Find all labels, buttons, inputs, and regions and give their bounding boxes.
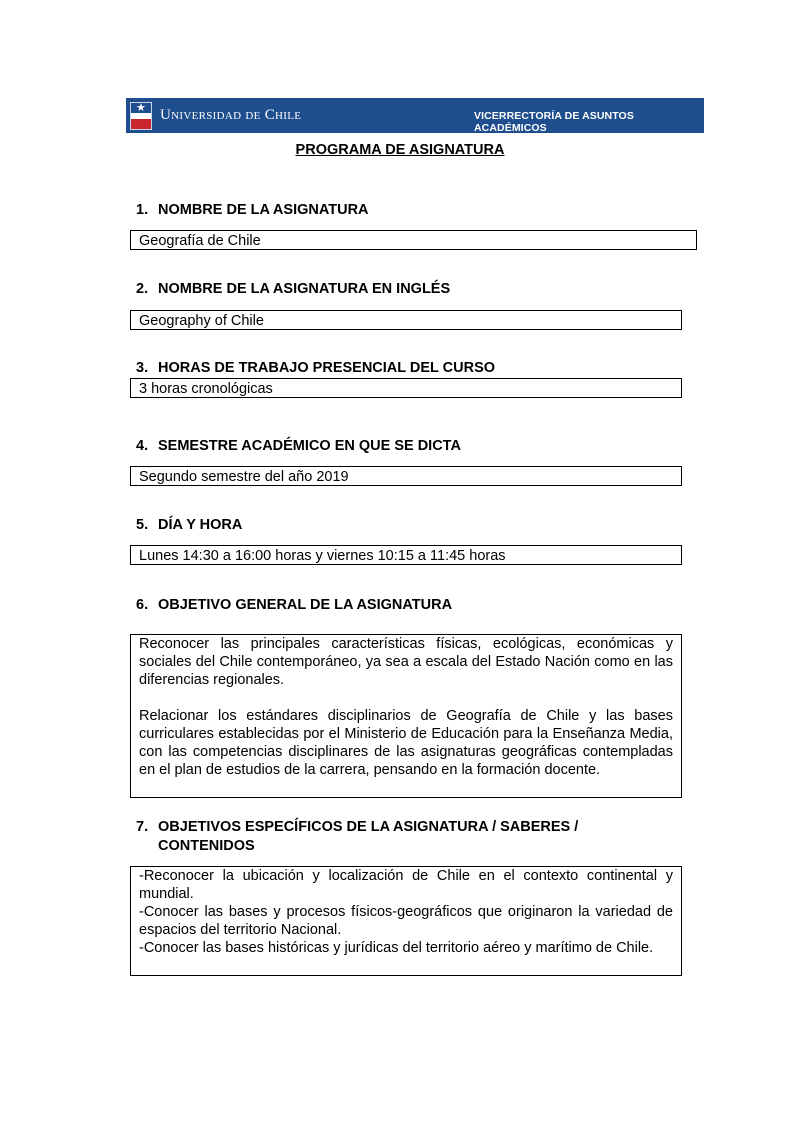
section-2-content: Geography of Chile bbox=[130, 310, 682, 330]
section-3-content: 3 horas cronológicas bbox=[130, 378, 682, 398]
document-title: PROGRAMA DE ASIGNATURA bbox=[295, 142, 505, 158]
section-7-heading: 7. OBJETIVOS ESPECÍFICOS DE LA ASIGNATURA / SABERES / CONTENIDOS bbox=[136, 819, 579, 854]
university-name: Universidad de Chile bbox=[160, 107, 302, 123]
header-banner bbox=[126, 98, 704, 133]
section-1-heading: 1. NOMBRE DE LA ASIGNATURA bbox=[136, 202, 369, 218]
section-5-heading: 5. DÍA Y HORA bbox=[136, 517, 243, 533]
objective-paragraph-2: Relacionar los estándares disciplinarios de Geografía de Chile y las bases curriculares establecidas por el Ministerio de Educación para la Enseñanza Media, con las competencias disciplinares de las asignaturas geográficas contempladas en el plan de estudios de la carrera, pensando en la formación docente. bbox=[139, 708, 673, 778]
list-item: -Reconocer la ubicación y localización de Chile en el contexto continental y mundial. bbox=[139, 868, 673, 902]
university-seal-icon: ★ bbox=[130, 102, 152, 130]
list-item: -Conocer las bases y procesos físicos-geográficos que originaron la variedad de espacios del territorio Nacional. bbox=[139, 904, 673, 938]
university-logo bbox=[126, 98, 301, 133]
vicerrectoria-label: VICERRECTORÍA DE ASUNTOS ACADÉMICOS bbox=[474, 110, 634, 134]
objective-paragraph-1: Reconocer las principales características físicas, ecológicas, económicas y sociales del Chile contemporáneo, ya sea a escala del Estado Nación como en las diferencias regionales. bbox=[139, 636, 673, 688]
section-4-content: Segundo semestre del año 2019 bbox=[130, 466, 682, 486]
list-item: -Conocer las bases históricas y jurídicas del territorio aéreo y marítimo de Chile. bbox=[139, 940, 654, 956]
section-6-content bbox=[130, 634, 682, 798]
section-6-heading: 6. OBJETIVO GENERAL DE LA ASIGNATURA bbox=[136, 597, 453, 613]
section-5-content: Lunes 14:30 a 16:00 horas y viernes 10:15 a 11:45 horas bbox=[130, 545, 682, 565]
section-4-heading: 4. SEMESTRE ACADÉMICO EN QUE SE DICTA bbox=[136, 438, 461, 454]
section-1-content: Geografía de Chile bbox=[130, 230, 697, 250]
section-3-heading: 3. HORAS DE TRABAJO PRESENCIAL DEL CURSO bbox=[136, 360, 496, 376]
section-7-content bbox=[130, 866, 682, 976]
section-2-heading: 2. NOMBRE DE LA ASIGNATURA EN INGLÉS bbox=[136, 281, 451, 297]
